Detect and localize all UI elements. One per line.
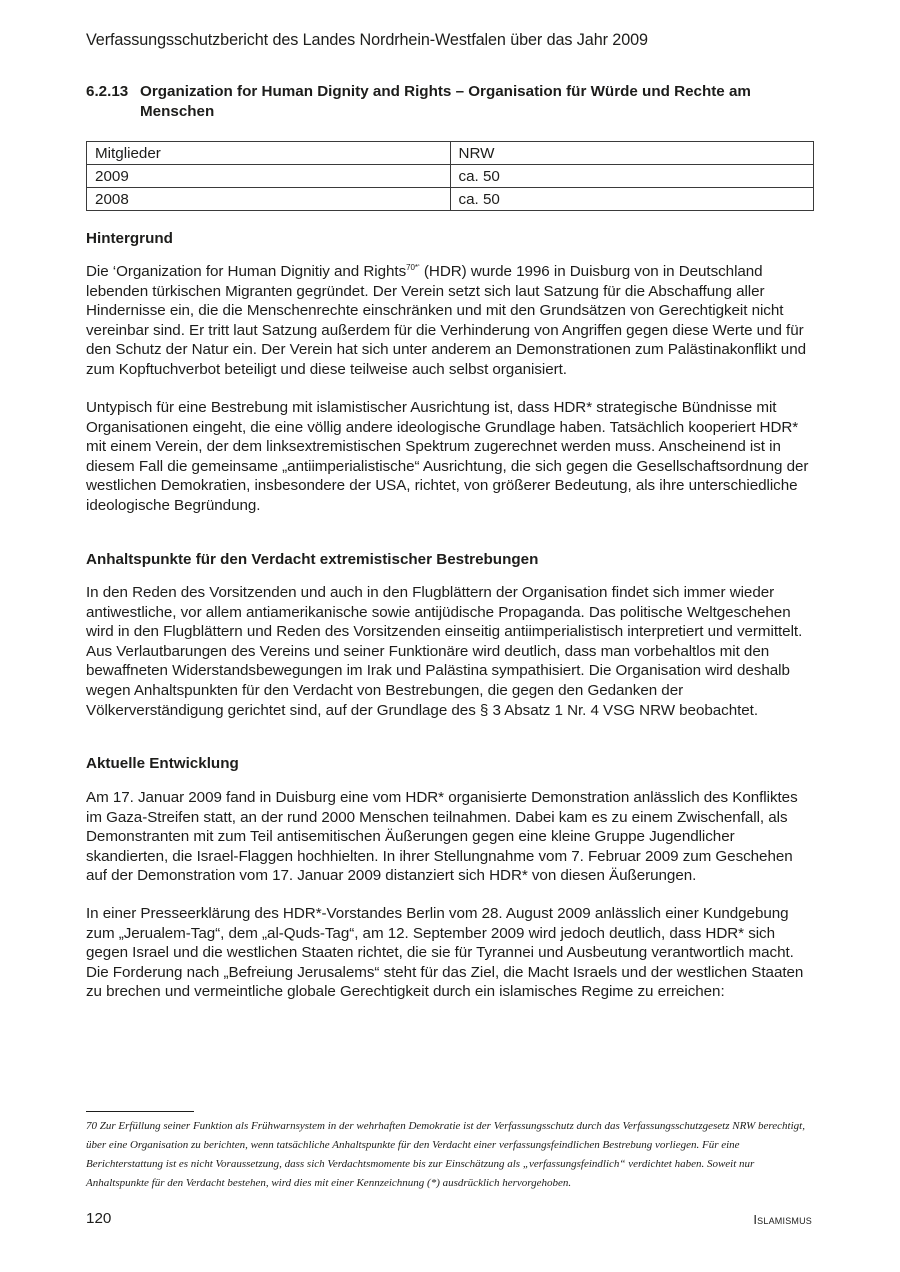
table-cell: 2009 — [87, 165, 451, 188]
paragraph-entwicklung-1: Am 17. Januar 2009 fand in Duisburg eine vom HDR* organisierte Demonstration anlässlich des Konfliktes im Gaza-Streifen statt, an der rund 2000 Menschen teilnahmen. Dabei kam es zu einem Zwischenfall, als Demonstranten mit zum Teil antisemitischen Äußerungen gegen eine kleine Gruppe Jugendlicher skandierten, die Israel-Flaggen hochhielten. In ihrer Stellungnahme vom 7. Februar 2009 zum Geschehen auf der Demonstration vom 17. Januar 2009 distanziert sich HDR* von diesen Äußerungen. — [86, 789, 798, 885]
chapter-label: Islamismus — [753, 1212, 812, 1227]
heading-hintergrund: Hintergrund — [86, 230, 173, 247]
table-row — [87, 165, 814, 188]
section-title-text: Organization for Human Dignity and Rights – Organisation für Würde und Rechte am Menschen — [140, 83, 751, 120]
paragraph-hintergrund-2: Untypisch für eine Bestrebung mit islamistischer Ausrichtung ist, dass HDR* strategische Bündnisse mit Organisationen eingeht, die eine völlig andere ideologische Grundlage haben. Tatsächlich kooperiert HDR* mit einem Verein, der dem linksextremistischen Spektrum zugerechnet werden muss. Anscheinend ist in diesem Fall die gemeinsame „antiimperialistische“ Ausrichtung, die sich gegen die Gesellschaftsordnung der westlichen Demokratien, insbesondere der USA, richtet, von größerer Bedeutung, als ihre unterschiedliche ideologische Begründung. — [86, 399, 809, 514]
table-cell: ca. 50 — [450, 188, 814, 211]
page-number: 120 — [86, 1210, 112, 1227]
table-cell: ca. 50 — [450, 165, 814, 188]
paragraph-hintergrund-1 — [86, 262, 814, 380]
footnote-divider — [86, 1111, 194, 1112]
footnote: 70 Zur Erfüllung seiner Funktion als Frühwarnsystem in der wehrhaften Demokratie ist der Verfassungsschutz durch das Verfassungsschutzgesetz NRW berechtigt, über eine Organisation zu berichten, wenn tatsächliche Anhaltspunkte für den Verdacht einer verfassungsfeindlichen Bestrebung vorliegen. Für eine Berichterstattung ist es nicht Voraussetzung, dass sich Verdachtsmomente bis zur Einschätzung als „verfassungsfeindlich“ verdichtet haben. Soweit nur Anhaltspunkte für den Verdacht bestehen, wird dies mit einer Kennzeichnung (*) ausdrücklich hervorgehoben. — [86, 1120, 805, 1189]
table-cell: 2008 — [87, 188, 451, 211]
paragraph-text: (HDR) wurde 1996 in Duisburg von in Deutschland lebenden türkischen Migranten gegründet. Der Verein setzt sich laut Satzung für die Abschaffung aller Hindernisse ein, die die Menschenrechte einschränken und mit den Grundsätzen von Gerechtigkeit nicht vereinbar sind. Er tritt laut Satzung außerdem für die Verhinderung von Angriffen gegen diese Werte und für den Schutz der Natur ein. Der Verein hat sich unter anderem an Demonstrationen zum Palästinakonflikt und zum Kopftuchverbot beteiligt und diese teilweise auch selbst organisiert. — [86, 263, 806, 378]
members-table — [86, 141, 814, 211]
table-header-cell: Mitglieder — [87, 142, 451, 165]
running-header: Verfassungsschutzbericht des Landes Nordrhein-Westfalen über das Jahr 2009 — [86, 31, 648, 49]
paragraph-anhaltspunkte: In den Reden des Vorsitzenden und auch in den Flugblättern der Organisation findet sich immer wieder antiwestliche, vor allem antiamerikanische sowie antijüdische Propaganda. Das politische Weltgeschehen wird in den Flugblättern und Reden des Vorsitzenden einseitig antiimperialistisch interpretiert und vermittelt. Aus Verlautbarungen des Vereins und seiner Funktionäre wird deutlich, dass man vorbehaltlos mit den bewaffneten Widerstandsbewegungen im Irak und Palästina sympathisiert. Die Organisation wird deshalb wegen Anhaltspunkten für den Verdacht von Bestrebungen, die gegen den Gedanken der Völkerverständigung gerichtet sind, auf der Grundlage des § 3 Absatz 1 Nr. 4 VSG NRW beobachtet. — [86, 584, 803, 719]
footnote-reference: 70*‘ — [406, 263, 420, 272]
paragraph-entwicklung-2: In einer Presseerklärung des HDR*-Vorstandes Berlin vom 28. August 2009 anlässlich einer Kundgebung zum „Jerualem-Tag“, dem „al-Quds-Tag“, am 12. September 2009 wird jedoch deutlich, dass HDR* sich gegen Israel und die westlichen Staaten richtet, die sie für Tyrannei und Ausbeutung verantwortlich macht. Die Forderung nach „Befreiung Jerusalems“ steht für das Ziel, die Macht Israels und der westlichen Staaten zu brechen und vermeintliche globale Gerechtigkeit durch ein islamisches Regime zu erreichen: — [86, 905, 804, 1001]
section-number: 6.2.13 — [86, 83, 129, 100]
table-header-cell: NRW — [450, 142, 814, 165]
heading-entwicklung: Aktuelle Entwicklung — [86, 755, 239, 772]
paragraph-text: Die ‘Organization for Human Dignitiy and Rights — [86, 263, 407, 280]
table-row — [87, 188, 814, 211]
heading-anhaltspunkte: Anhaltspunkte für den Verdacht extremistischer Bestrebungen — [86, 551, 539, 568]
section-title — [86, 82, 806, 122]
table-header-row — [87, 142, 814, 165]
